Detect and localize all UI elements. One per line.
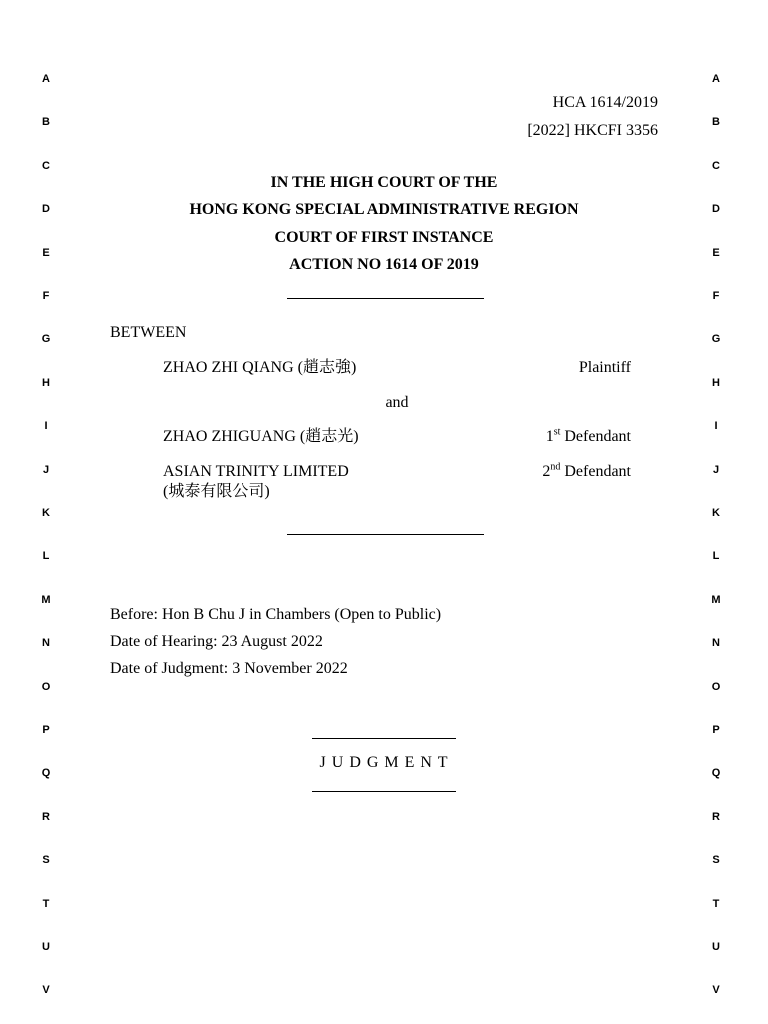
margin-letter: M bbox=[711, 593, 721, 606]
defendant-1-name: ZHAO ZHIGUANG (趙志光) bbox=[163, 428, 359, 445]
margin-letter: A bbox=[712, 73, 720, 85]
margin-letter: O bbox=[41, 680, 51, 693]
margin-letter: V bbox=[42, 984, 50, 997]
hearing-date: Date of Hearing: 23 August 2022 bbox=[110, 633, 323, 650]
margin-letter: R bbox=[42, 810, 50, 823]
defendant-2-name: ASIAN TRINITY LIMITED bbox=[163, 463, 349, 480]
margin-letter: U bbox=[42, 941, 50, 953]
margin-letter: N bbox=[712, 637, 720, 650]
margin-letter: V bbox=[712, 984, 720, 997]
judgment-heading: J U D G M E N T bbox=[319, 754, 449, 771]
margin-letter: R bbox=[712, 810, 720, 823]
margin-letter: A bbox=[42, 73, 50, 85]
margin-letter: T bbox=[42, 897, 50, 910]
judgment-rule-top bbox=[312, 738, 456, 739]
margin-letter: B bbox=[712, 116, 720, 129]
margin-letter: U bbox=[712, 941, 720, 953]
judgment-date: Date of Judgment: 3 November 2022 bbox=[110, 660, 348, 677]
margin-letter: F bbox=[42, 290, 50, 302]
margin-letter: E bbox=[42, 246, 50, 259]
margin-letter: P bbox=[712, 724, 720, 736]
margin-letter: S bbox=[712, 854, 720, 867]
margin-letter: K bbox=[712, 507, 720, 519]
margin-letter: L bbox=[42, 550, 50, 563]
margin-letter: H bbox=[42, 376, 50, 389]
margin-letter: M bbox=[41, 593, 51, 606]
margin-letter: P bbox=[42, 724, 50, 736]
margin-letter: T bbox=[712, 897, 720, 910]
margin-letter: Q bbox=[711, 767, 721, 780]
before-line: Before: Hon B Chu J in Chambers (Open to Public) bbox=[110, 606, 442, 623]
margin-letter: D bbox=[712, 203, 720, 216]
defendant-1-role: 1st Defendant bbox=[545, 426, 631, 445]
between-label: BETWEEN bbox=[110, 324, 187, 341]
margin-letter: I bbox=[714, 420, 718, 433]
margin-letter: G bbox=[41, 333, 51, 346]
margin-letter: J bbox=[42, 463, 50, 476]
margin-letter: B bbox=[42, 116, 50, 129]
divider-rule-middle bbox=[287, 534, 484, 535]
case-citation: [2022] HKCFI 3356 bbox=[527, 122, 658, 139]
defendant-2-role: 2nd Defendant bbox=[542, 461, 631, 480]
margin-letter: G bbox=[711, 333, 721, 346]
plaintiff-name: ZHAO ZHI QIANG (趙志強) bbox=[163, 359, 357, 376]
margin-letter: C bbox=[42, 159, 50, 172]
court-line-2: HONG KONG SPECIAL ADMINISTRATIVE REGION bbox=[189, 201, 579, 218]
margin-letter: J bbox=[712, 463, 720, 476]
margin-letter: H bbox=[712, 376, 720, 389]
margin-letter: F bbox=[712, 290, 720, 302]
judgment-rule-bottom bbox=[312, 791, 456, 792]
margin-letter: Q bbox=[41, 767, 51, 780]
and-label: and bbox=[385, 394, 409, 411]
divider-rule-top bbox=[287, 298, 484, 299]
margin-letter: L bbox=[712, 550, 720, 563]
court-line-4: ACTION NO 1614 OF 2019 bbox=[289, 256, 479, 273]
margin-letter: N bbox=[42, 637, 50, 650]
margin-letter: S bbox=[42, 854, 50, 867]
defendant-2-name-cn: (城泰有限公司) bbox=[163, 483, 270, 500]
margin-letter: K bbox=[42, 507, 50, 519]
court-line-1: IN THE HIGH COURT OF THE bbox=[270, 174, 498, 191]
case-number: HCA 1614/2019 bbox=[552, 94, 658, 111]
margin-letter: D bbox=[42, 203, 50, 216]
plaintiff-role: Plaintiff bbox=[578, 359, 631, 376]
margin-letter: I bbox=[44, 420, 48, 433]
margin-letter: C bbox=[712, 159, 720, 172]
margin-letter: O bbox=[711, 680, 721, 693]
court-line-3: COURT OF FIRST INSTANCE bbox=[274, 229, 494, 246]
margin-letter: E bbox=[712, 246, 720, 259]
